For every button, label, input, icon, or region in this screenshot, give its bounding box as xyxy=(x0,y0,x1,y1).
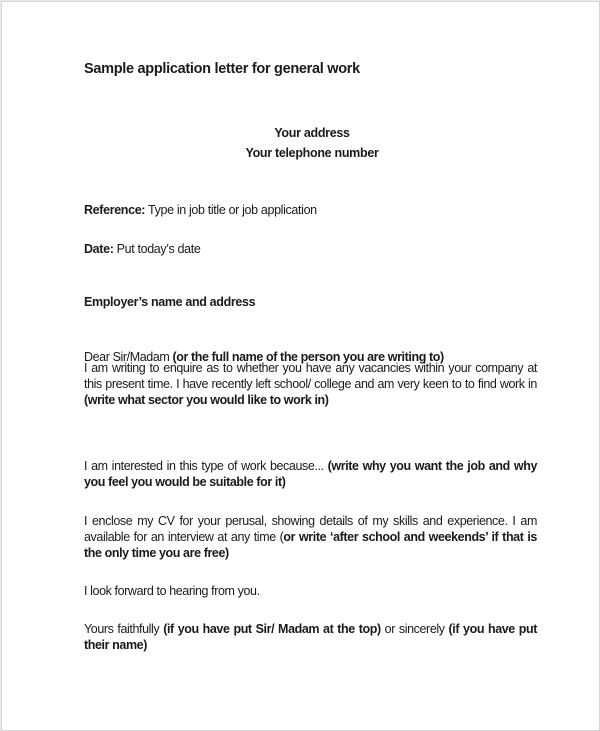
letter-text: Dear Sir/Madam xyxy=(84,350,173,364)
date-label: Date: xyxy=(84,242,114,256)
date-value: Put today’s date xyxy=(113,242,201,256)
sender-telephone: Your telephone number xyxy=(245,146,379,160)
sender-address: Your address xyxy=(274,126,350,140)
bold-instruction: (or the full name of the person you are writing to) xyxy=(172,350,444,364)
bold-instruction: (write why you want the job and why you feel you would be suitable for it) xyxy=(84,459,537,489)
bold-instruction: (if you have put Sir/ Madam at the top) xyxy=(163,622,381,636)
date-line xyxy=(84,242,200,256)
paragraph-interest xyxy=(84,458,537,490)
letter-text: I enclose my CV for your perusal, showing details of my skills and experience. I am available for an interview at any time ( xyxy=(84,514,537,544)
letter-text: I am writing to enquire as to whether you have any vacancies within your company at this present time. I have recently left school/ college and am very keen to to find work in xyxy=(84,361,537,391)
letter-text: Yours faithfully xyxy=(84,622,164,636)
sign-off xyxy=(84,621,537,653)
letter-text: I am interested in this type of work because... xyxy=(84,459,328,473)
reference-value: Type in job title or job application xyxy=(145,203,317,217)
paragraph-enquiry xyxy=(84,360,537,408)
reference-line xyxy=(84,203,317,217)
employer-heading: Employer’s name and address xyxy=(84,295,256,309)
paragraph-cv xyxy=(84,513,537,561)
paragraph-closing xyxy=(84,583,537,599)
letter-text: I look forward to hearing from you. xyxy=(84,584,260,598)
bold-instruction: or write ‘after school and weekends’ if that is the only time you are free) xyxy=(84,530,537,560)
document-title: Sample application letter for general work xyxy=(84,61,360,77)
document-page xyxy=(1,1,600,731)
reference-label: Reference: xyxy=(84,203,146,217)
letter-text: or sincerely xyxy=(380,622,449,636)
bold-instruction: (write what sector you would like to work in) xyxy=(84,393,329,407)
bold-instruction: (if you have put their name) xyxy=(84,622,537,652)
